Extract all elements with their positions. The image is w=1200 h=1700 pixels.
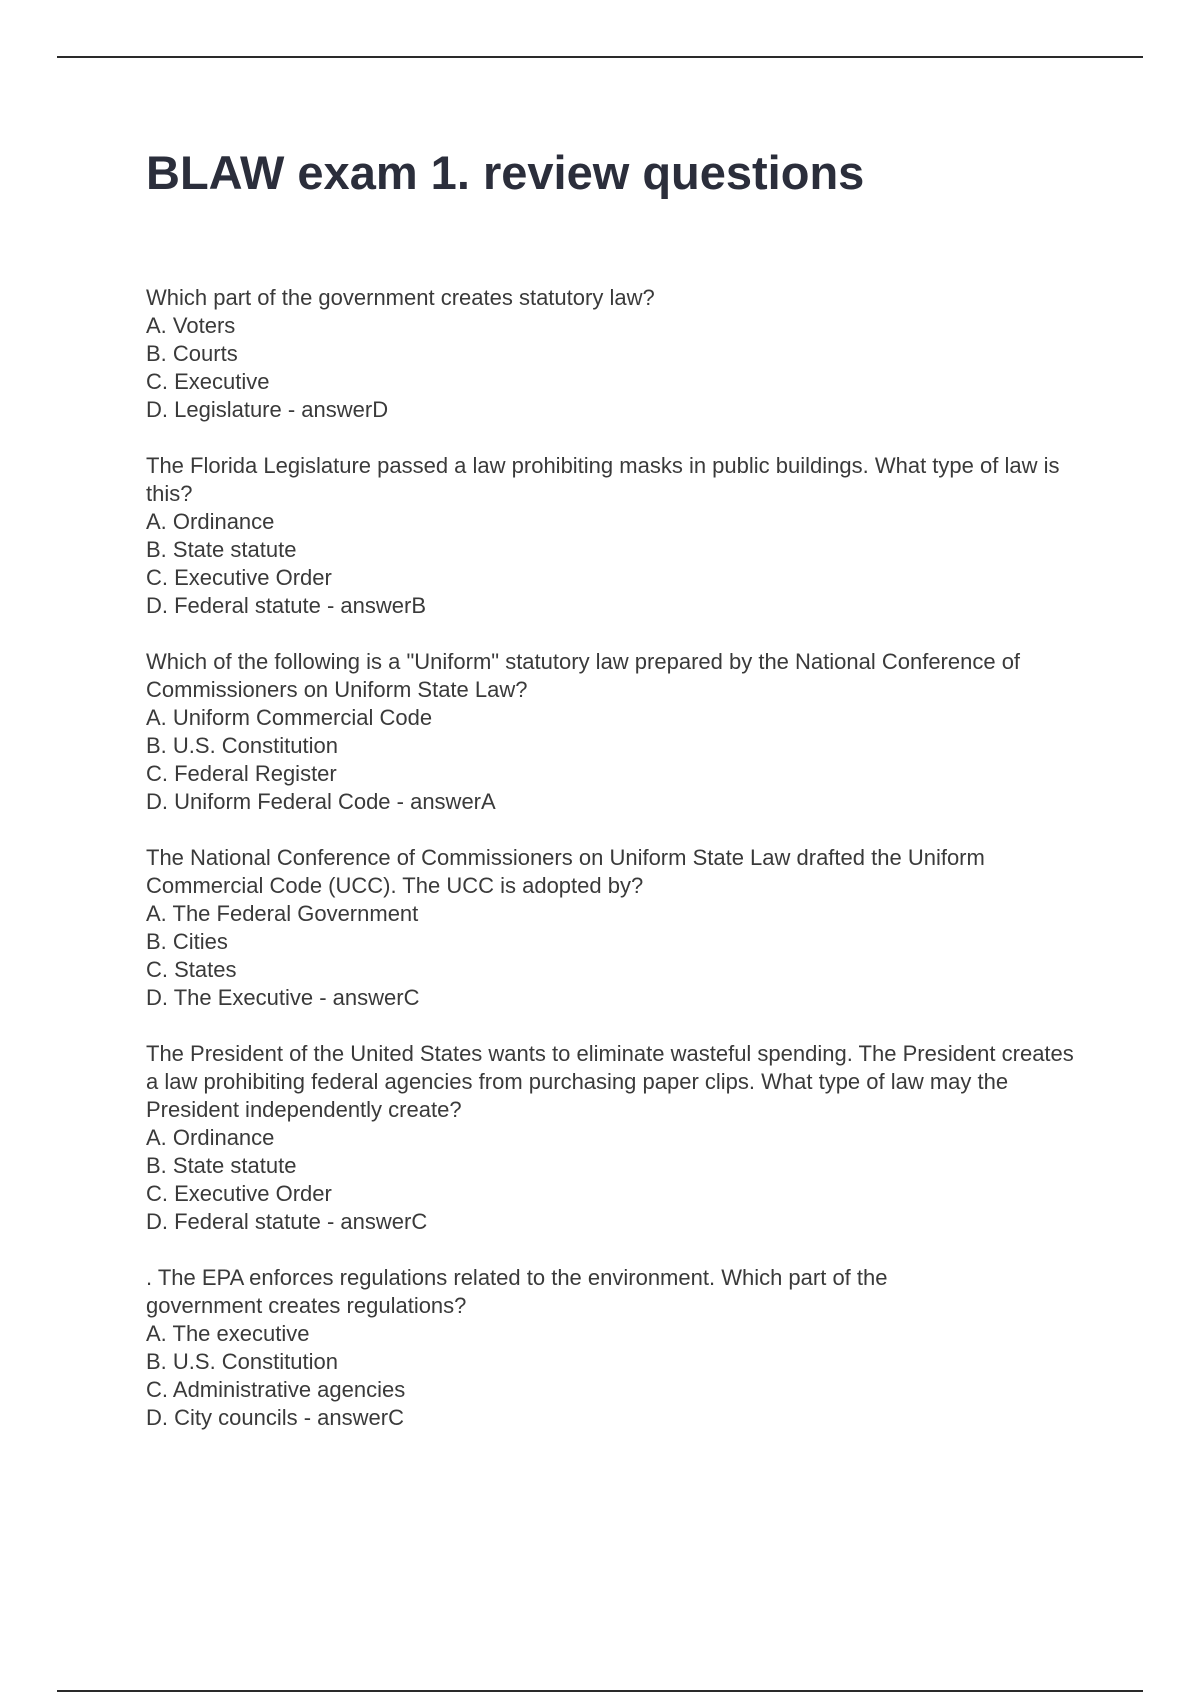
answer-option: A. The Federal Government bbox=[146, 901, 419, 926]
question-text: Which of the following is a "Uniform" statutory law prepared by the National Conference of Commissioners on Uniform State Law? bbox=[146, 649, 1027, 702]
answer-option: A. Ordinance bbox=[146, 1125, 275, 1150]
answer-option: C. States bbox=[146, 957, 237, 982]
answer-option: D. City councils - answerC bbox=[146, 1405, 404, 1430]
answer-option: D. Uniform Federal Code - answerA bbox=[146, 789, 496, 814]
answer-option: C. Executive bbox=[146, 369, 270, 394]
question-list bbox=[146, 284, 1092, 1460]
answer-option: A. Ordinance bbox=[146, 509, 275, 534]
answer-option: D. Federal statute - answerC bbox=[146, 1209, 428, 1234]
answer-option: B. U.S. Constitution bbox=[146, 1349, 338, 1374]
question-text: . The EPA enforces regulations related to the environment. Which part of the government creates regulations? bbox=[146, 1265, 894, 1318]
question-text: The President of the United States wants to eliminate wasteful spending. The President creates a law prohibiting federal agencies from purchasing paper clips. What type of law may the President independently create? bbox=[146, 1041, 1080, 1122]
question-block bbox=[146, 1264, 976, 1432]
question-block bbox=[146, 284, 746, 424]
answer-option: C. Executive Order bbox=[146, 565, 332, 590]
answer-option: B. U.S. Constitution bbox=[146, 733, 338, 758]
answer-option: A. Voters bbox=[146, 313, 236, 338]
question-text: Which part of the government creates statutory law? bbox=[146, 285, 655, 310]
answer-option: C. Executive Order bbox=[146, 1181, 332, 1206]
question-block bbox=[146, 648, 1092, 816]
answer-option: B. Courts bbox=[146, 341, 238, 366]
page-title: BLAW exam 1. review questions bbox=[146, 146, 865, 199]
answer-option: B. State statute bbox=[146, 537, 297, 562]
answer-option: A. The executive bbox=[146, 1321, 310, 1346]
question-block bbox=[146, 452, 1092, 620]
answer-option: D. The Executive - answerC bbox=[146, 985, 420, 1010]
answer-option: C. Administrative agencies bbox=[146, 1377, 406, 1402]
answer-option: D. Legislature - answerD bbox=[146, 397, 389, 422]
question-block bbox=[146, 844, 1092, 1012]
answer-option: A. Uniform Commercial Code bbox=[146, 705, 433, 730]
answer-option: C. Federal Register bbox=[146, 761, 337, 786]
question-block bbox=[146, 1040, 1092, 1236]
bottom-divider bbox=[57, 1690, 1143, 1692]
answer-option: B. Cities bbox=[146, 929, 228, 954]
answer-option: D. Federal statute - answerB bbox=[146, 593, 427, 618]
question-text: The Florida Legislature passed a law prohibiting masks in public buildings. What type of law is this? bbox=[146, 453, 1066, 506]
question-text: The National Conference of Commissioners on Uniform State Law drafted the Uniform Commercial Code (UCC). The UCC is adopted by? bbox=[146, 845, 991, 898]
top-divider bbox=[57, 56, 1143, 58]
answer-option: B. State statute bbox=[146, 1153, 297, 1178]
